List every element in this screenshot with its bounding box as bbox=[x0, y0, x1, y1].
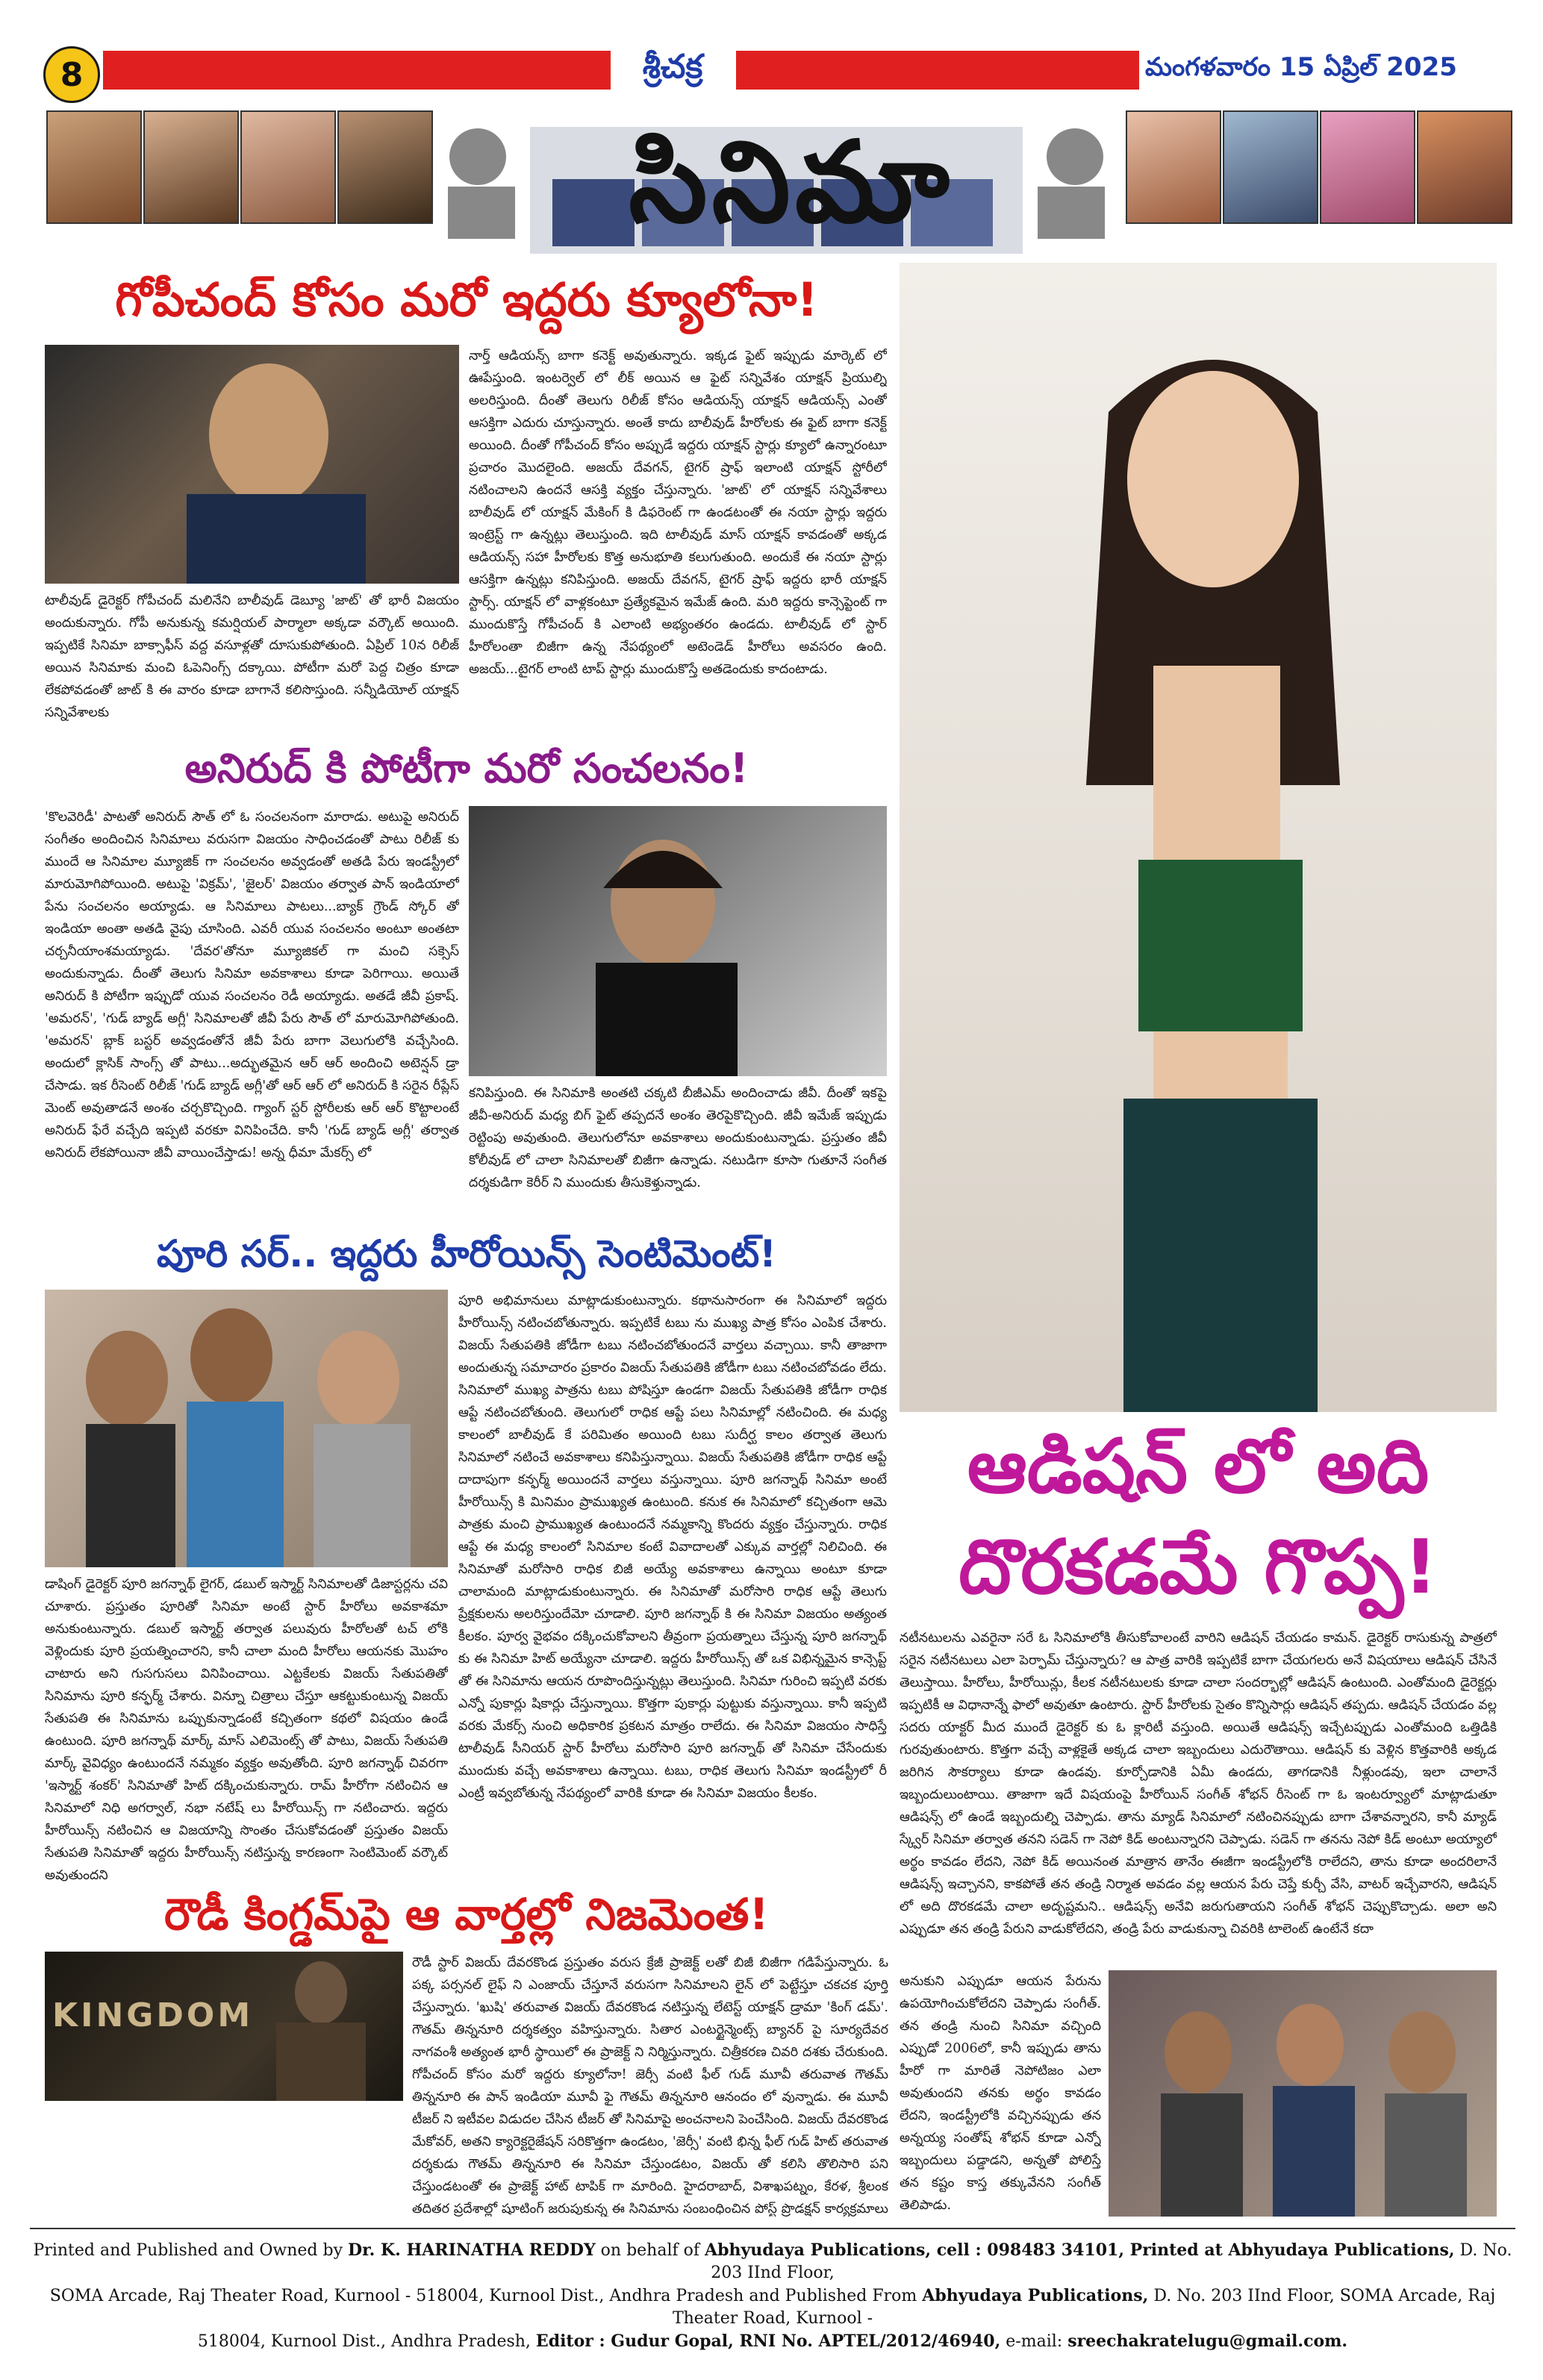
celebrity-thumbnail bbox=[1126, 110, 1221, 224]
publisher-details: Abhyudaya Publications, cell : 098483 34101, Printed at Abhyudaya Publications, bbox=[705, 2240, 1455, 2260]
email-link[interactable]: sreechakratelugu@gmail.com. bbox=[1067, 2331, 1348, 2351]
imprint-text: on behalf of bbox=[600, 2241, 700, 2260]
headline-anirudh: అనిరుద్ కి పోటీగా మరో సంచలనం! bbox=[184, 745, 749, 792]
imprint-text: SOMA Arcade, Raj Theater Road, Kurnool - 518004, Kurnool Dist., Andhra Pradesh and Published From bbox=[49, 2287, 917, 2305]
celebrity-thumbnail bbox=[337, 110, 433, 224]
photo-actress-feature bbox=[900, 263, 1497, 1412]
dateline: మంగళవారం 15 ఏప్రిల్ 2025 bbox=[1145, 49, 1496, 91]
imprint-text: e-mail: bbox=[1006, 2332, 1063, 2351]
imprint-text: D. No. 203 IInd Floor, bbox=[711, 2241, 1512, 2282]
article-anirudh-col1: 'కొలవెరిడీ' పాటతో అనిరుద్ సౌత్ లో ఓ సంచలనంగా మారాడు. అటుపై అనిరుద్ సంగీతం అందించిన సినిమాలు వరుసగా విజయం సాధించడంతో పాటు రిలీజ్ కు ముందే ఆ సినిమాల మ్యూజిక్ గా సంచలనం అవ్వడంతో అతడి పేరు ఇండస్ట్రీలో మారుమోగిపోయింది. అటుపై 'విక్రమ్', 'జైలర్' విజయం తర్వాత పాన్ ఇండియాలో పేను సంచలనం అయ్యాడు. ఆ సినిమాలు పాటలు...బ్యాక్ గ్రౌండ్ స్కోర్ తో ఇండియా అంతా అతడి వైపు చూసింది. ఎవరీ యువ సంచలనం అంటూ అంతటా చర్చనీయాంశమయ్యాడు. 'దేవర'తోనూ మ్యూజికల్ గా మంచి సక్సెస్ అందుకున్నాడు. దీంతో తెలుగు సినిమా అవకాశాలు కూడా పెరిగాయి. అయితే అనిరుద్ కి పోటీగా ఇప్పుడో యువ సంచలనం రెడీ అయ్యాడు. అతడే జీవీ ప్రకాష్. 'అమరన్', 'గుడ్ బ్యాడ్ అగ్లీ' సినిమాలతో జీవీ పేరు సౌత్ లో మారుమోగిపోతుంది. 'అమరన్' బ్లాక్ బస్టర్ అవ్వడంతోనే జీవీ పేరు బాగా వెలుగులోకి వచ్చేసింది. అందులో క్లాసిక్ సాంగ్స్ తో పాటు...అద్భుతమైన ఆర్ ఆర్ అందించి అటెన్షన్ డ్రా చేసాడు. ఇక రీసెంట్ రిలీజ్ 'గుడ్ బ్యాడ్ అగ్లీ'తో ఆర్ ఆర్ లో అనిరుద్ కి సరైన రీప్లేస్ మెంట్ అవుతాడనే అంశం చర్చకొచ్చింది. గ్యాంగ్ స్టర్ స్టోరీలకు ఆర్ ఆర్ కొట్టాలంటే అనిరుద్ ఫేరే వచ్చేది ఇప్పటి వరకూ వినిపించేది. కానీ 'గుడ్ బ్యాడ్ అగ్లీ' తర్వాత అనిరుద్ లేకపోయినా జీవీ వాయించేస్తాడు! అన్న ధీమా మేకర్స్ లో bbox=[45, 810, 459, 1161]
celebrity-thumbnail bbox=[1417, 110, 1512, 224]
poster-title: KINGDOM bbox=[52, 1996, 254, 2034]
article-kingdom-col1: రౌడీ స్టార్ విజయ్ దేవరకొండ ప్రస్తుతం వరుస క్రేజీ ప్రాజెక్ట్ లతో బిజీ బిజీగా గడిపేస్తున్నారు. ఓ పక్క పర్సనల్ లైఫ్ ని ఎంజాయ్ చేస్తూనే వరుసగా సినిమాలని లైన్ లో పెట్టేస్తూ చకచక పూర్తి చేస్తున్నారు. 'ఖుషి' తరువాత విజయ్ దేవరకొండ నటిస్తున్న లేటెస్ట్ యాక్షన్ డ్రామా 'కింగ్ డమ్'. గౌతమ్ తిన్ననూరి దర్శకత్వం వహిస్తున్నారు. సితార ఎంటర్టైన్మెంట్స్ బ్యానర్ పై సూర్యదేవర నాగవంశీ అత్యంత భారీ స్థాయిలో ఈ ప్రాజెక్ట్ ని నిర్మిస్తున్నారు. చిత్రీకరణ చివరి దశకు చేరుకుంది. గోపీచంద్ కోసం మరో ఇద్దరు క్యూలోనా! జెర్సీ వంటి ఫీల్ గుడ్ మూవీ తరువాత గౌతమ్ తిన్ననూరి ఈ పాన్ ఇండియా మూవీ ఫై గౌతమ్ తిన్ననూరి ఆనందం లో వున్నాడు. ఈ మూవీ టీజర్ ని ఇటీవల విడుదల చేసిన టీజర్ తో సినిమాపై అంచనాలని పెంచేసింది. విజయ్ దేవరకొండ మేకోవర్, అతని క్యారెక్టరైజేషన్ సరికొత్తగా ఉండటం, 'జెర్సీ' వంటి భిన్న ఫీల్ గుడ్ హిట్ తరువాత దర్శకుడు గౌతమ్ తిన్ననూరి ఈ సినిమా చేస్తుండటం, విజయ్ తో కలిసి తొలిసారి పని చేస్తుండటంతో ఈ ప్రాజెక్ట్ హాట్ టాపిక్ గా మారింది. హైదరాబాద్, విశాఖపట్నం, కేరళ, శ్రీలంక తదితర ప్రదేశాల్లో షూటింగ్ జరుపుకున్న ఈ సినిమాను సంబంధించిన పోస్ట్ ప్రొడక్షన్ కార్యక్రమాలు bbox=[412, 1955, 888, 2217]
headline-gopichand: గోపీచంద్ కోసం మరో ఇద్దరు క్యూలోనా! bbox=[115, 272, 818, 327]
photo-director-gopichand bbox=[45, 345, 459, 584]
photo-gv-prakash bbox=[469, 806, 887, 1076]
celebrity-thumbnail bbox=[1320, 110, 1415, 224]
celebrity-thumbnail bbox=[1223, 110, 1318, 224]
photo-placeholder bbox=[45, 345, 459, 584]
page-number: 8 bbox=[43, 46, 100, 103]
celebrity-thumbnail bbox=[46, 110, 142, 224]
header-bar-left bbox=[103, 51, 611, 90]
imprint-text: D. No. 203 IInd Floor, SOMA Arcade, Raj Theater Road, Kurnool - bbox=[672, 2287, 1496, 2328]
photo-placeholder bbox=[1109, 1970, 1497, 2217]
photo-puri-team bbox=[45, 1290, 448, 1567]
editor-details: Editor : Gudur Gopal, RNI No. APTEL/2012/46940, bbox=[535, 2331, 1001, 2351]
headline-kingdom: రౌడీ కింగ్డమ్‌పై ఆ వార్తల్లో నిజమెంత! bbox=[164, 1889, 769, 1940]
article-gopichand-col2: నార్త్ ఆడియన్స్ బాగా కనెక్ట్ అవుతున్నారు. ఇక్కడ ఫైట్ ఇప్పుడు మార్కెట్ లో ఊపేస్తుంది. ఇంటర్వెల్ లో లీక్ అయిన ఆ ఫైట్ సన్నివేశం యాక్షన్ ప్రియుల్ని అలరిస్తుంది. దీంతో తెలుగు రిలీజ్ కోసం ఆడియన్స్ యాక్షన్ ఆడియన్స్ ఎంతో ఆసక్తిగా ఎదురు చూస్తున్నారు. అంతే కాదు బాలీవుడ్ హీరోలకు ఈ ఫైట్ బాగా కనెక్ట్ అయింది. దీంతో గోపీచంద్ కోసం అప్పుడే ఇద్దరు యాక్షన్ స్టార్లు క్యూలో ఉన్నారంటూ ప్రచారం మొదలైంది. అజయ్ దేవగన్, టైగర్ ష్రాఫ్ ఇలాంటి యాక్షన్ స్టోరీలో నటించాలని ఉందనే ఆసక్తి వ్యక్తం చేస్తున్నారు. 'జాట్' లో యాక్షన్ సన్నివేశాలు బాలీవుడ్ లో యాక్షన్ మేకింగ్ కి డిఫరెంట్ గా ఉండటంతో ఈ నయా స్టార్లు ఇద్దరు ఇంట్రెస్ట్ గా ఉన్నట్లు తెలుస్తుంది. ఇది టాలీవుడ్ మాస్ యాక్షన్ కావడంతో అక్కడ ఆడియన్స్ సహా హీరోలకు కొత్త అనుభూతి కలుగుతుంది. అందుకే ఈ నయా స్టార్లు ఆసక్తిగా ఉన్నట్లు కనిపిస్తుంది. అజయ్ దేవగన్, టైగర్ ష్రాఫ్ ఇద్దరు భారీ యాక్షన్ స్టార్స్. యాక్షన్ లో వాళ్లకంటూ ప్రత్యేకమైన ఇమేజ్ ఉంది. మరి ఇద్దరు కాన్సెప్టెంట్ గా ముందుకొస్తే గోపీచంద్ కి ఎలాంటి అభ్యంతరం ఉండదు. టాలీవుడ్ లో స్టార్ హీరోలంతా బిజీగా ఉన్న నేపథ్యంలో అటెండెడ్ హీరోలు అవసరం ఉంది. అజయ్...టైగర్ లాంటి టాప్ స్టార్లు ముందుకొస్తే అతడెందుకు కాదంటాడు. bbox=[469, 349, 887, 677]
article-anirudh-col2: కనిపిస్తుంది. ఈ సినిమాకి అంతటి చక్కటి బీజీఎమ్ అందించాడు జీవీ. దీంతో ఇకపై జీవీ-అనిరుద్ మధ్య బిగ్ ఫైట్ తప్పదనే అంశం తెరపైకొచ్చింది. జీవీ ఇమేజ్ ఇప్పుడు రెట్టింపు అవుతుంది. తెలుగులోనూ అవకాశాలు అందుకుంటున్నాడు. ప్రస్తుతం జీవీ కోలీవుడ్ లో చాలా సినిమాలతో బిజీగా ఉన్నాడు. నటుడిగా కూసా గుతూనే సంగీత దర్శకుడిగా కెరీర్ ని ముందుకు తీసుకెళ్తున్నాడు. bbox=[469, 1086, 887, 1190]
article-puri-col2: పూరి అభిమానులు మాట్లాడుకుంటున్నారు. కథానుసారంగా ఈ సినిమాలో ఇద్దరు హీరోయిన్స్ నటించబోతున్నారు. ఇప్పటికే టబు ను ముఖ్య పాత్ర కోసం ఎంపిక చేశారు. విజయ్ సేతుపతికి జోడీగా టబు నటించబోతుందనే వార్తలు వచ్చాయి. కానీ తాజాగా అందుతున్న సమాచారం ప్రకారం విజయ్ సేతుపతికి జోడీగా టబు నటించబోవడం లేదు. సినిమాలో ముఖ్య పాత్రను టబు పోషిస్తూ ఉండగా విజయ్ సేతుపతికి జోడీగా రాధిక ఆప్టే నటించబోతుంది. తెలుగులో రాధిక ఆప్టే పలు సినిమాల్లో నటించింది. ఈ మధ్య కాలంలో బాలీవుడ్ కే పరిమితం అయింది టబు సుదీర్ఘ కాలం తర్వాత తెలుగు సినిమాలో నటించే అవకాశాలు కనిపిస్తున్నాయి. విజయ్ సేతుపతికి జోడీగా రాధిక ఆప్టే దాదాపుగా కన్ఫర్మ్ అయిందనే వార్తలు వస్తున్నాయి. పూరి జగన్నాథ్ సినిమా అంటే హీరోయిన్స్ కి మినిమం ప్రాముఖ్యత ఉంటుంది. కనుక ఈ సినిమాలో కచ్చితంగా ఆమె పాత్రకు మంచి ప్రాముఖ్యత ఉంటుందనే నమ్మకాన్ని కొందరు వ్యక్తం చేస్తున్నారు. రాధిక ఆప్టే ఈ మధ్య కాలంలో సినిమాల కంటే వివాదాలతో ఎక్కువ వార్తల్లో నిలిచింది. ఈ సినిమాతో మరోసారి రాధిక బిజీ అయ్యే అవకాశాలు ఉన్నాయి అంటూ కూడా చాలామంది మాట్లాడుకుంటున్నారు. ఈ సినిమాతో మరోసారి రాధిక ఆప్టే తెలుగు ప్రేక్షకులను అలరిస్తుందేమో చూడాలి. పూరి జగన్నాథ్ కి ఈ సినిమా విజయం అత్యంత కీలకం. పూర్వ వైభవం దక్కించుకోవాలని తీవ్రంగా ప్రయత్నాలు చేస్తున్న పూరి జగన్నాథ్ కు ఈ సినిమా హిట్ అయ్యేనా చూడాలి. ఇద్దరు హీరోయిన్స్ తో ఒక విభిన్నమైన కాన్సెప్ట్ తో ఈ సినిమాను ఆయన రూపొందిస్తున్నట్లు తెలుస్తుంది. సినిమా గురించి ఇప్పటి వరకు ఎన్నో పుకార్లు షికార్లు చేస్తున్నాయి. కొత్తగా పుకార్లు పుట్టుకు వస్తున్నాయి. కానీ ఇప్పటి వరకు మేకర్స్ నుంచి అధికారిక ప్రకటన మాత్రం రాలేదు. ఈ సినిమా విజయం సాధిస్తే టాలీవుడ్ సీనియర్ స్టార్ హీరోలు మరోసారి పూరి జగన్నాథ్ తో సినిమా చేసేందుకు ముందుకు వచ్చే అవకాశాలు ఉన్నాయి. టబు, రాధిక తెలుగు సినిమా ఇండస్ట్రీలో రీ ఎంట్రీ ఇవ్వబోతున్న నేపథ్యంలో వారికి కూడా ఈ సినిమా విజయం కీలకం. bbox=[458, 1293, 887, 1801]
headline-audition-line2: దొరకడమే గొప్ప! bbox=[958, 1523, 1438, 1611]
photo-sangeeth-shobhan bbox=[1109, 1970, 1497, 2217]
photo-placeholder bbox=[469, 806, 887, 1076]
photo-placeholder bbox=[45, 1290, 448, 1567]
imprint-text: 518004, Kurnool Dist., Andhra Pradesh, bbox=[197, 2332, 531, 2351]
footer-imprint bbox=[30, 2239, 1515, 2353]
photo-placeholder bbox=[900, 263, 1497, 1412]
imprint-text: Printed and Published and Owned by bbox=[33, 2241, 343, 2260]
publisher-name: Dr. K. HARINATHA REDDY bbox=[348, 2240, 596, 2260]
celebrity-thumbnail bbox=[240, 110, 336, 224]
section-title: సినిమా bbox=[629, 118, 954, 248]
article-puri-col1: డాషింగ్ డైరెక్టర్ పూరి జగన్నాథ్ లైగర్, డబుల్ ఇస్మార్ట్ సినిమాలతో డిజాస్టర్లను చవి చూశారు. ప్రస్తుతం పూరితో సినిమా అంటే స్టార్ హీరోలు అవకాశమా అనుకుంటున్నారు. డబుల్ ఇస్మార్ట్ తర్వాత పలువురు హీరోలతో టచ్ లోకి వెళ్లిందుకు పూరి ప్రయత్నించారని, కానీ చాలా మంది హీరోలు ఆయనకు మొహం చాటారు అని గుసగుసలు వినిపించాయి. ఎట్టకేలకు విజయ్ సేతుపతితో సినిమాను పూరి కన్ఫర్మ్ చేశారు. విన్నూ చిత్రాలు చేస్తూ ఆకట్టుకుంటున్న విజయ్ సేతుపతి ఈ సినిమాను ఒప్పుకున్నాడంటే కచ్చితంగా కథలో విషయం ఉండే ఉంటుంది. పూరి జగన్నాథ్ మార్క్ మాస్ ఎలిమెంట్స్ తో పాటు, విజయ్ సేతుపతి మార్క్ వైవిధ్యం ఉంటుందనే నమ్మకం వ్యక్తం అవుతోంది. పూరి జగన్నాథ్ చివరగా 'ఇస్మార్ట్ శంకర్' సినిమాతో హిట్ దక్కించుకున్నారు. రామ్ హీరోగా నటించిన ఆ సినిమాలో నిధి అగర్వాల్, నభా నటేష్ లు హీరోయిన్స్ గా నటించారు. ఇద్దరు హీరోయిన్స్ నటించిన ఆ విజయాన్ని సొంతం చేసుకోవడంతో ప్రస్తుతం విజయ్ సేతుపతి సినిమాతో ఇద్దరు హీరోయిన్స్ నటిస్తున్న కారణంగా సెంటిమెంట్ వర్కౌట్ అవుతుందని bbox=[45, 1577, 448, 1883]
article-audition-col2: అనుకుని ఎప్పుడూ ఆయన పేరును ఉపయోగించుకోలేదని చెప్పాడు సంగీత్. తన తండ్రి నుంచి సినిమా వచ్చింది ఎప్పుడో 2006లో, కానీ ఇప్పుడు తాను హీరో గా మారితే నెపోటిజం ఎలా అవుతుందని తనకు అర్థం కావడం లేదని, ఇండస్ట్రీలోకి వచ్చినప్పుడు తన అన్నయ్య సంతోష్ శోభన్ కూడా ఎన్నో ఇబ్బందులు పడ్డాడని, అన్నతో పోలిస్తే తన కష్టం కాస్త తక్కువేనని సంగీత్ తెలిపాడు. bbox=[900, 1974, 1101, 2213]
celebrity-thumbnail bbox=[143, 110, 239, 224]
article-gopichand-col1: టాలీవుడ్ డైరెక్టర్ గోపీచంద్ మలినేని బాలీవుడ్ డెబ్యూ 'జాట్' తో భారీ విజయం అందుకున్నారు. గోపీ అనుకున్న కమర్షియల్ పార్మాలా అక్కడా వర్కౌట్ అయింది. ఇప్పటికే సినిమా బాక్సాఫీస్ వద్ద వసూళ్లతో దూసుకుపోతుంది. ఏప్రిల్ 10న రిలీజ్ అయిన సినిమాకు మంచి ఓపెనింగ్స్ దక్కాయి. పోటీగా మరో పెద్ద చిత్రం కూడా లేకపోవడంతో జాట్ కి ఈ వారం కూడా బాగానే కలిసొస్తుంది. సన్నీడియోల్ యాక్షన్ సన్నివేశాలకు bbox=[45, 593, 459, 720]
publisher-details: Abhyudaya Publications, bbox=[922, 2286, 1149, 2305]
footer-rule bbox=[30, 2228, 1515, 2229]
header-bar-right bbox=[736, 51, 1139, 90]
article-audition-col1: నటీనటులను ఎవరైనా సరే ఓ సినిమాలోకి తీసుకోవాలంటే వారిని ఆడిషన్ చేయడం కామన్. డైరెక్టర్ రాసుకున్న పాత్రలో సరైన నటీనటులు ఎలా పెర్ఫామ్ చేస్తున్నారు? ఆ పాత్ర వారికి ఇప్పటికే బాగా చేయగలరు అనే విషయాలు ఆడిషన్ చేసినే తెలుస్తాయి. హీరోలు, హీరోయిన్లు, కీలక నటీనటులకు కూడా చాలా సందర్భాల్లో ఆడిషన్ ఉంటుంది. ఎంతోమంది డైరెక్టర్లు ఇప్పటికీ ఆ విధానాన్నే ఫాలో అవుతూ ఉంటారు. స్టార్ హీరోలకు సైతం కొన్నిసార్లు ఆడిషన్ తప్పదు. ఆడిషన్ చేయడం వల్ల సదరు యాక్టర్ మీద ముందే డైరెక్టర్ కు ఓ క్లారిటీ వస్తుంది. అయితే ఆడిషన్స్ ఇచ్చేటప్పుడు ఎంతోమంది ఒత్తిడికి గురవుతుంటారు. కొత్తగా వచ్చే వాళ్లకైతే అక్కడ చాలా ఇబ్బందులు ఎదురౌతాయి. ఆడిషన్ కు వెళ్లిన కొత్తవారికి అక్కడ జరిగిన సౌకర్యాలు కూడా ఉండవు. కూర్చోడానికి ఏమీ ఉండదు, తాగడానికి నీళ్లుండవు, ఇలా చాలానే ఇబ్బందులుంటాయి. తాజాగా ఇదే విషయంపై హీరోయిన్ సంగీత్ శోభన్ రీసెంట్ గా ఓ ఇంటర్వ్యూలో మాట్లాడుతూ ఆడిషన్స్ లో ఉండే ఇబ్బందుల్ని చెప్పాడు. తాను మ్యాడ్ సినిమాలో నటించినప్పుడు బాగా చేశావన్నారని, కానీ మ్యాడ్ స్క్వేర్ సినిమా తర్వాత తనని సడెన్ గా నెపో కిడ్ అంటున్నారని చెప్పాడు. సడెన్ గా తనను నెపో కిడ్ అంటూ అయ్యాలో అర్థం కావడం లేదని, నెపో కిడ్ అయినంత మాత్రాన తానేం ఈజీగా ఇండస్ట్రీలోకి రాలేదని, తాను కూడా అందరిలానే ఆడిషన్స్ ఇచ్చానని, కాకపోతే తన తండ్రి నిర్మాత అవడం వల్ల ఆయన పేరు చెప్తే కుర్చీ వేసి, వాటర్ ఇచ్చేవారని, ఆడిషన్ లో అది దొరకడమే చాలా అదృష్టమని.. ఆడిషన్స్ అనేవి జరుగుతాయని సంగీత్ శోభన్ చెప్పుకొచ్చాడు. అలా అని ఎప్పుడూ తన తండ్రి పేరుని వాడుకోలేదని, తండ్రి పేరు వాడుకున్నా చివరికి టాలెంట్ ఉంటేనే కదా bbox=[900, 1631, 1497, 1937]
masthead-logo: శ్రీచక్ర bbox=[642, 48, 703, 86]
headline-puri: పూరి సర్.. ఇద్దరు హీరోయిన్స్ సెంటిమెంట్! bbox=[157, 1232, 776, 1275]
headline-audition-line1: ఆడిషన్ లో అది bbox=[967, 1422, 1430, 1510]
